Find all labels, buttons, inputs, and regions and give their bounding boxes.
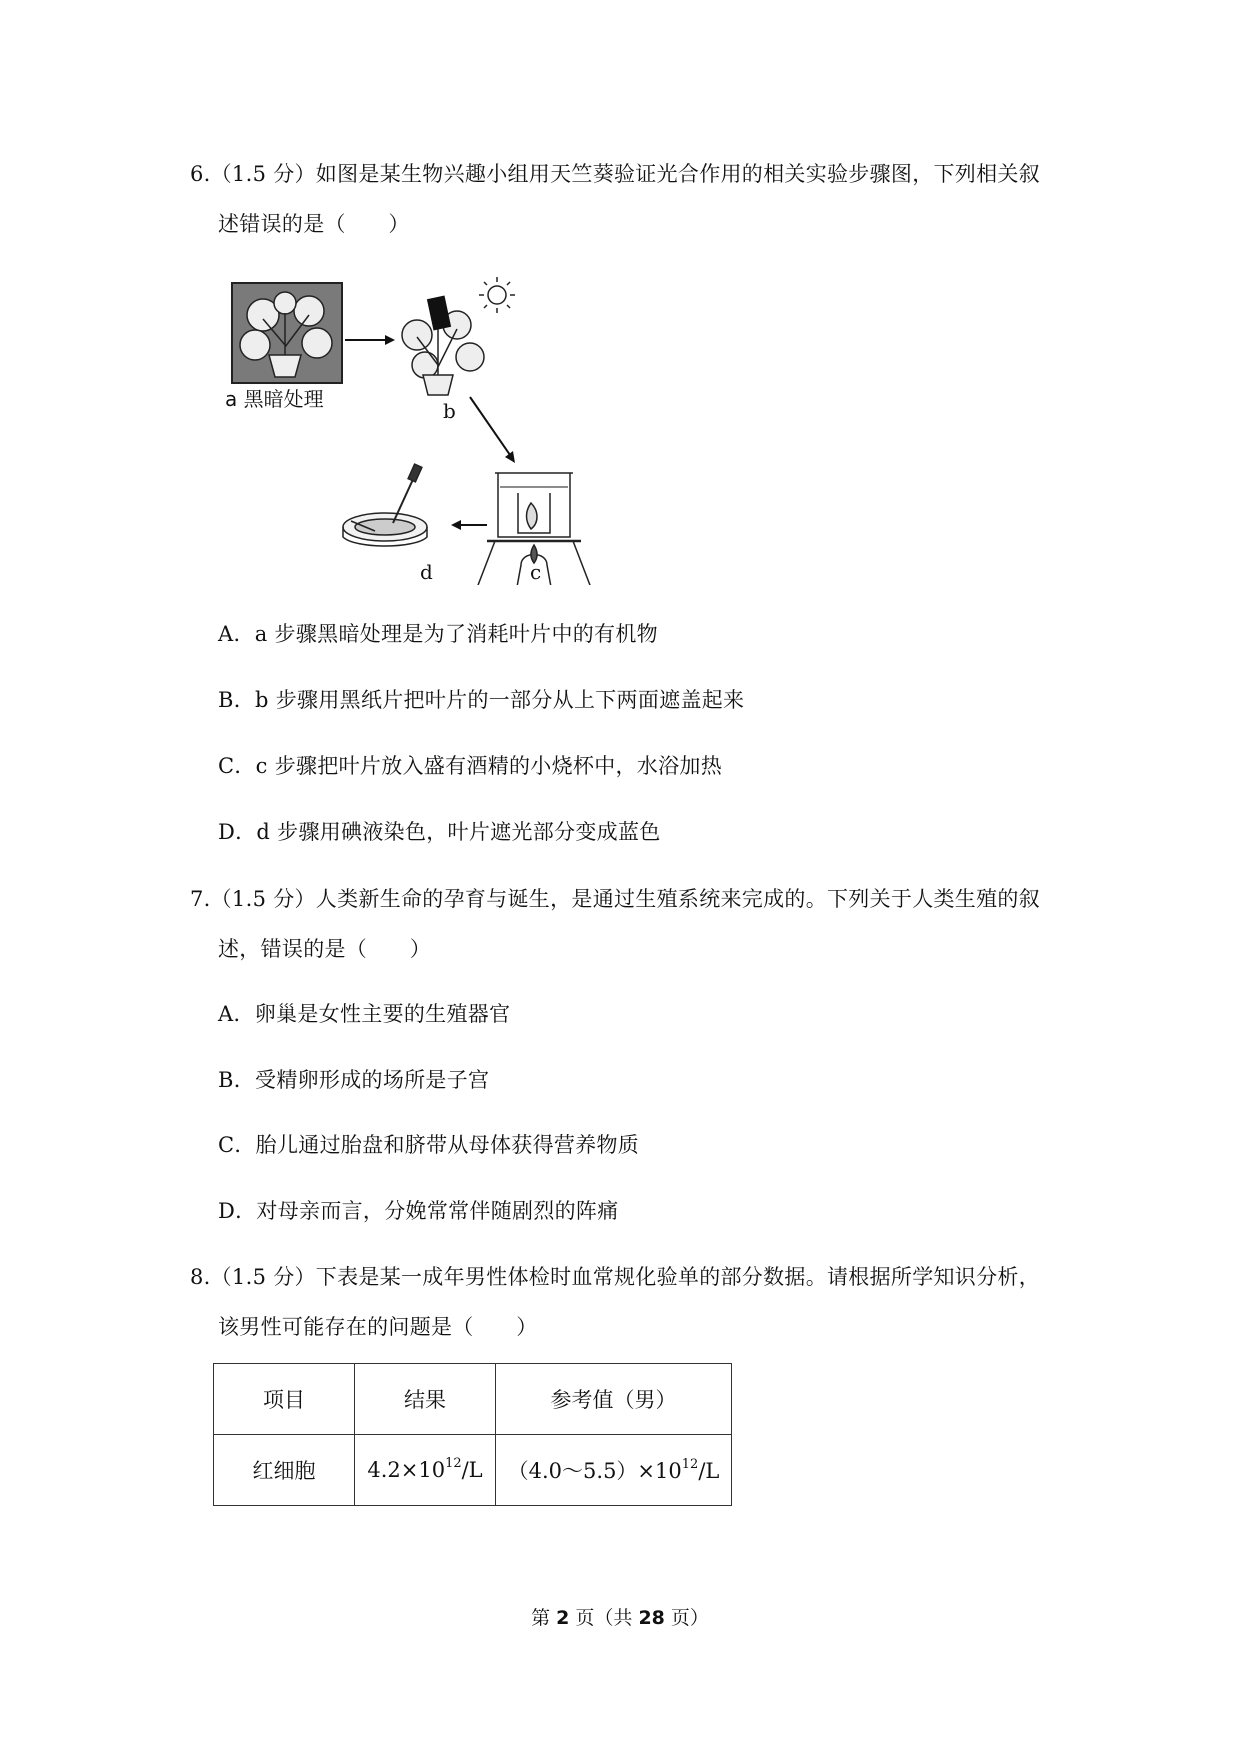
table-cell-result xyxy=(355,1435,496,1506)
table-header-cell: 参考值（男） xyxy=(496,1364,732,1435)
result-exponent: 12 xyxy=(445,1456,462,1471)
table-cell-reference xyxy=(496,1435,732,1506)
table-header-row xyxy=(214,1364,732,1435)
q7-option-c[interactable]: C．胎儿通过胎盘和脐带从母体获得营养物质 xyxy=(218,1133,640,1157)
arrow-a-to-b xyxy=(345,335,395,345)
q7-stem-line2: 述，错误的是（ ） xyxy=(218,937,431,961)
sun-icon xyxy=(479,277,515,313)
footer-middle: 页（共 xyxy=(569,1607,639,1629)
footer-total-pages: 28 xyxy=(638,1607,665,1629)
q7-option-a[interactable]: A．卵巢是女性主要的生殖器官 xyxy=(218,1002,511,1026)
table-header-cell: 项目 xyxy=(214,1364,355,1435)
reference-base: （4.0～5.5）×10 xyxy=(507,1459,682,1483)
arrow-b-to-c xyxy=(470,397,515,463)
footer-current-page: 2 xyxy=(556,1607,570,1629)
reference-unit: /L xyxy=(698,1459,720,1483)
result-base: 4.2×10 xyxy=(367,1458,446,1482)
reference-exponent: 12 xyxy=(681,1457,699,1472)
step-b-plant xyxy=(402,295,484,395)
figure-label-b: b xyxy=(443,399,456,423)
q6-option-a[interactable]: A．a 步骤黑暗处理是为了消耗叶片中的有机物 xyxy=(218,622,658,646)
figure-label-c: c xyxy=(530,560,542,584)
experiment-diagram xyxy=(225,275,615,585)
q8-stem-line1: 8.（1.5 分）下表是某一成年男性体检时血常规化验单的部分数据。请根据所学知识分析， xyxy=(190,1265,1041,1289)
blood-test-table xyxy=(213,1363,732,1506)
table-header-cell: 结果 xyxy=(355,1364,496,1435)
step-a-dark-box xyxy=(232,283,342,383)
q6-option-c[interactable]: C．c 步骤把叶片放入盛有酒精的小烧杯中，水浴加热 xyxy=(218,754,723,778)
photosynthesis-experiment-figure xyxy=(225,275,615,585)
q7-option-b[interactable]: B．受精卵形成的场所是子宫 xyxy=(218,1068,490,1092)
arrow-c-to-d xyxy=(451,520,487,530)
footer-suffix: 页） xyxy=(664,1607,709,1629)
table-cell-item: 红细胞 xyxy=(214,1435,355,1506)
footer-prefix: 第 xyxy=(531,1607,557,1629)
q7-option-d[interactable]: D．对母亲而言，分娩常常伴随剧烈的阵痛 xyxy=(218,1199,619,1223)
q7-stem-line1: 7.（1.5 分）人类新生命的孕育与诞生，是通过生殖系统来完成的。下列关于人类生殖的叙 xyxy=(190,887,1041,911)
result-unit: /L xyxy=(461,1458,483,1482)
figure-label-a: a 黑暗处理 xyxy=(225,387,324,411)
q6-stem-line2: 述错误的是（ ） xyxy=(218,212,410,236)
q8-stem-line2: 该男性可能存在的问题是（ ） xyxy=(218,1315,538,1339)
q6-stem-line1: 6.（1.5 分）如图是某生物兴趣小组用天竺葵验证光合作用的相关实验步骤图，下列相关叙 xyxy=(190,162,1041,186)
q6-option-d[interactable]: D．d 步骤用碘液染色，叶片遮光部分变成蓝色 xyxy=(218,820,661,844)
figure-label-d: d xyxy=(420,560,433,584)
table-row xyxy=(214,1435,732,1506)
step-d-petri-dish xyxy=(343,464,427,546)
page-footer xyxy=(0,1603,1240,1630)
q6-option-b[interactable]: B．b 步骤用黑纸片把叶片的一部分从上下两面遮盖起来 xyxy=(218,688,745,712)
